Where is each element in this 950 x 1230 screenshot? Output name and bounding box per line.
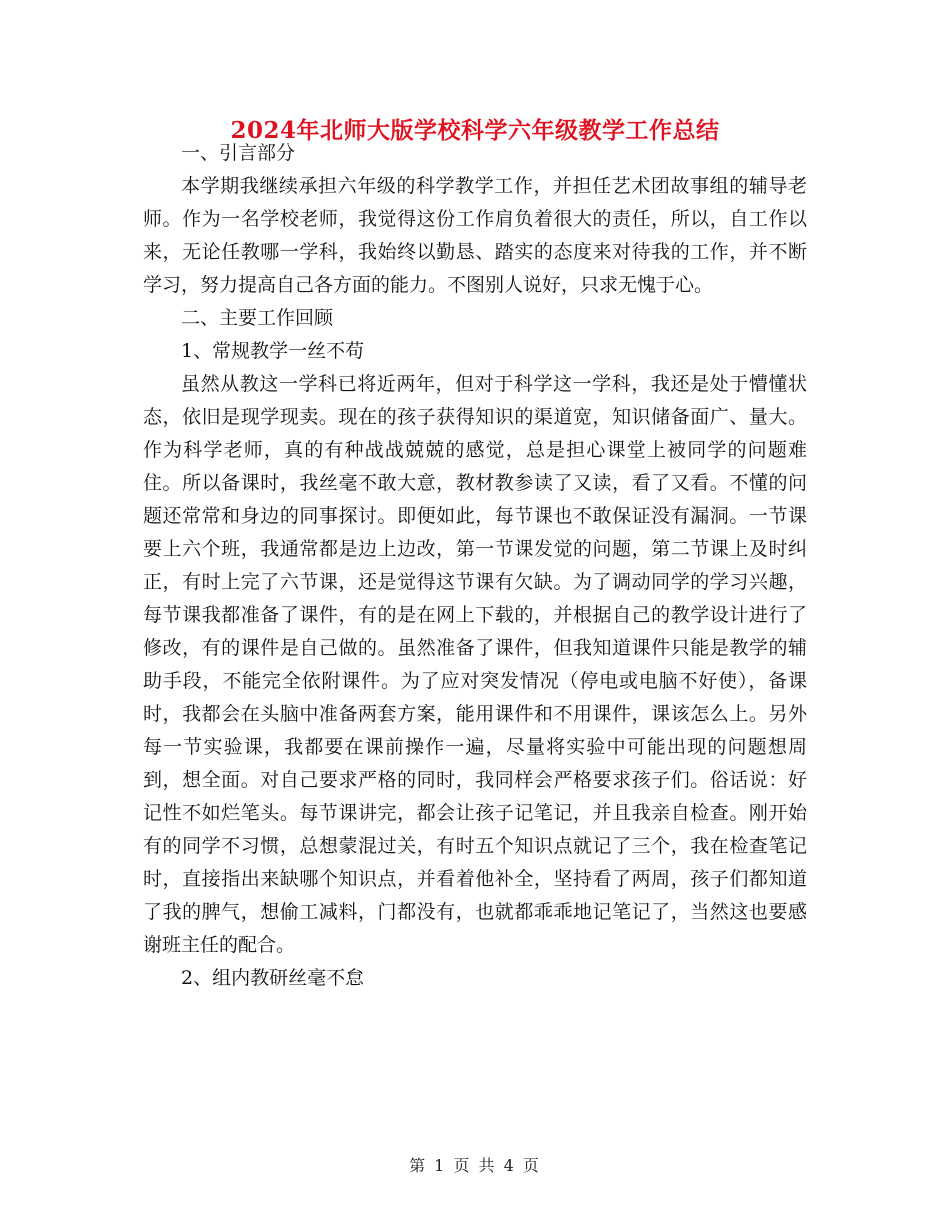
document-title: 2024年北师大版学校科学六年级教学工作总结: [230, 117, 720, 144]
paragraph-routine-teaching: 虽然从教这一学科已将近两年，但对于科学这一学科，我还是处于懵懂状态，依旧是现学现卖。现在的孩子获得知识的渠道宽，知识储备面广、量大。作为科学老师，真的有种战战兢兢的感觉，总是担心课堂上被同学的问题难住。所以备课时，我丝毫不敢大意，教材教参读了又读，看了又看。不懂的问题还常常和身边的同事探讨。即便如此，每节课也不敢保证没有漏洞。一节课要上六个班，我通常都是边上边改，第一节课发觉的问题，第二节课上及时纠正，有时上完了六节课，还是觉得这节课有欠缺。为了调动同学的学习兴趣，每节课我都准备了课件，有的是在网上下载的，并根据自己的教学设计进行了修改，有的课件是自己做的。虽然准备了课件，但我知道课件只能是教学的辅助手段，不能完全依附课件。为了应对突发情况（停电或电脑不好使），备课时，我都会在头脑中准备两套方案，能用课件和不用课件，课该怎么上。另外每一节实验课，我都要在课前操作一遍，尽量将实验中可能出现的问题想周到，想全面。对自己要求严格的同时，我同样会严格要求孩子们。俗话说：好记性不如烂笔头。每节课讲完，都会让孩子记笔记，并且我亲自检查。刚开始有的同学不习惯，总想蒙混过关，有时五个知识点就记了三个，我在检查笔记时，直接指出来缺哪个知识点，并看着他补全，坚持看了两周，孩子们都知道了我的脾气，想偷工减料，门都没有，也就都乖乖地记笔记了，当然这也要感谢班主任的配合。: [143, 373, 807, 956]
subheading-routine-teaching: 1、常规教学一丝不苟: [181, 340, 365, 362]
subheading-group-research: 2、组内教研丝毫不怠: [181, 967, 365, 989]
paragraph-intro: 本学期我继续承担六年级的科学教学工作，并担任艺术团故事组的辅导老师。作为一名学校老师，我觉得这份工作肩负着很大的责任，所以，自工作以来，无论任教哪一学科，我始终以勤恳、踏实的态度来对待我的工作，并不断学习，努力提高自己各方面的能力。不图别人说好，只求无愧于心。: [143, 175, 807, 296]
section-heading-intro: 一、引言部分: [181, 142, 296, 164]
document-body: [143, 137, 807, 995]
section-heading-review: 二、主要工作回顾: [181, 307, 334, 329]
page-number-footer: 第 1 页 共 4 页: [409, 1156, 541, 1175]
